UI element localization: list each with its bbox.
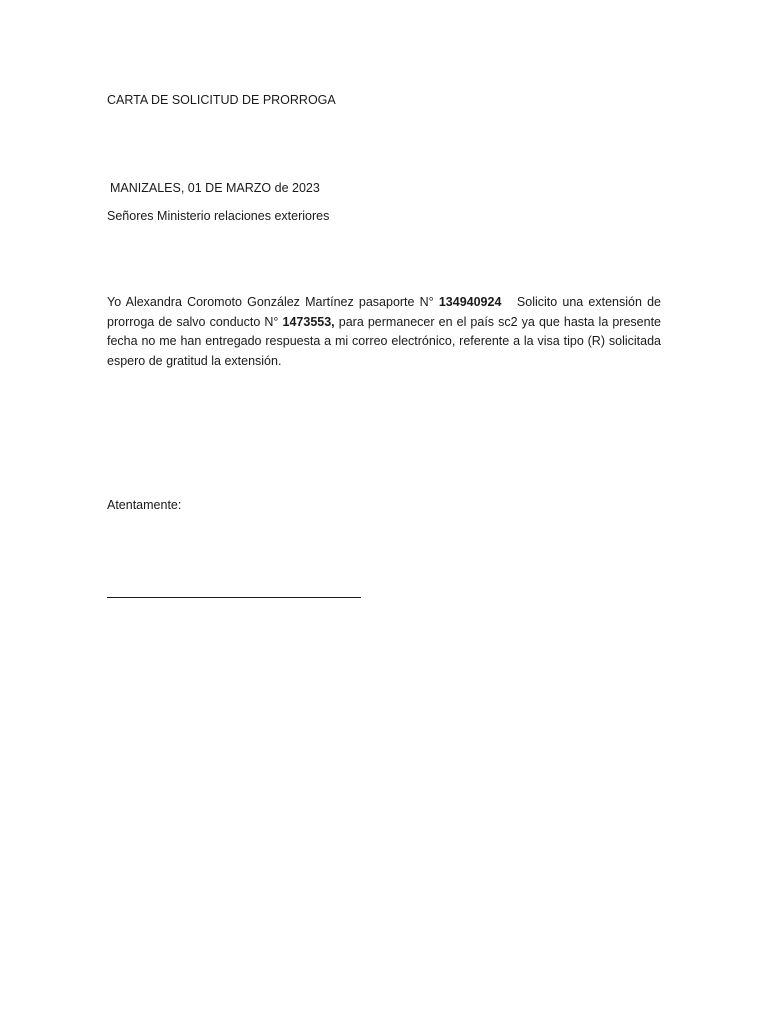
- body-line-2: [107, 313, 661, 333]
- date-line: MANIZALES, 01 DE MARZO de 2023: [110, 181, 320, 195]
- letter-body: [107, 293, 661, 371]
- recipient-line: Señores Ministerio relaciones exteriores: [107, 209, 330, 223]
- body-line-2-suffix: para permanecer en el país sc2 ya que hasta la presente: [338, 314, 662, 329]
- body-line-1-prefix: Yo Alexandra Coromoto González Martínez pasaporte N°: [107, 295, 434, 309]
- body-line-1: [107, 293, 661, 313]
- body-line-4: espero de gratitud la extensión.: [107, 353, 282, 368]
- signature-line: [107, 597, 361, 598]
- letter-title: CARTA DE SOLICITUD DE PRORROGA: [107, 93, 336, 107]
- body-line-1-suffix: Solicito una extensión de: [516, 295, 661, 309]
- closing-line: Atentamente:: [107, 498, 182, 512]
- safe-conduct-number: 1473553,: [282, 314, 335, 329]
- body-line-2-prefix: prorroga de salvo conducto N°: [107, 314, 279, 329]
- body-line-3: fecha no me han entregado respuesta a mi correo electrónico, referente a la visa tipo (R) solicitada: [107, 334, 661, 348]
- passport-number: 134940924: [438, 295, 502, 309]
